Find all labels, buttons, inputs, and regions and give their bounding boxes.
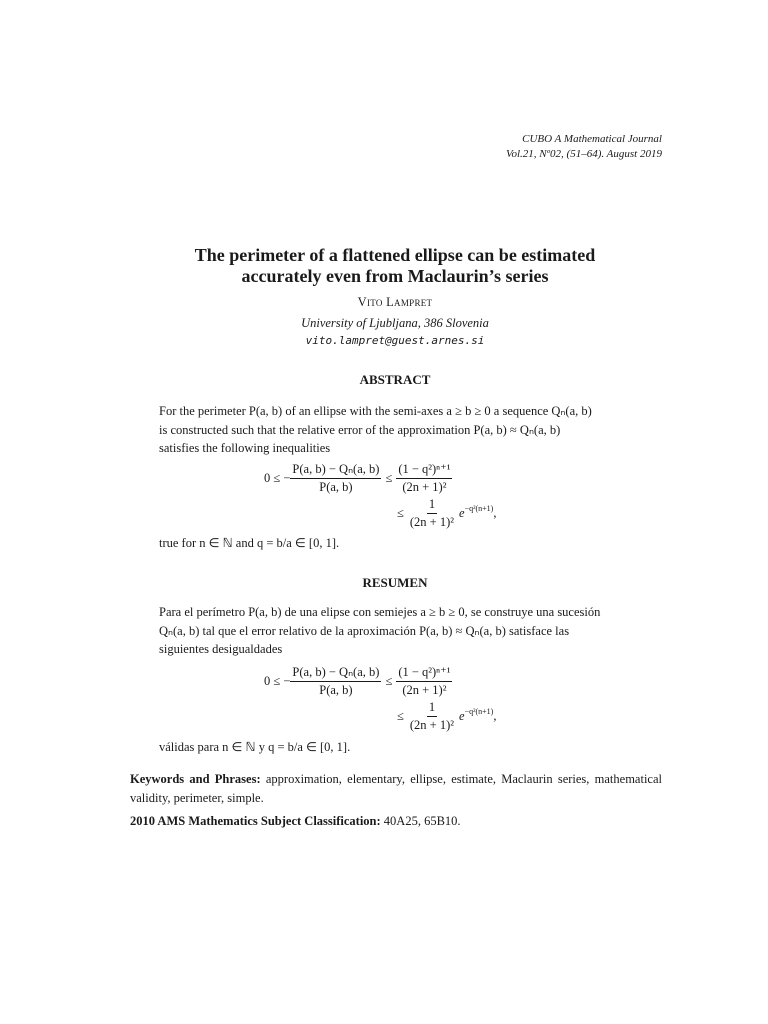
less-equal-sign: ≤ bbox=[397, 709, 404, 723]
formula-trail: , bbox=[493, 709, 497, 723]
abstract-heading: ABSTRACT bbox=[359, 372, 431, 387]
journal-header bbox=[506, 132, 662, 162]
bound-fraction bbox=[396, 664, 452, 698]
fraction-denominator: P(a, b) bbox=[319, 480, 353, 494]
formula-lead: 0 ≤ − bbox=[264, 673, 291, 688]
fraction-denominator: (2n + 1)² bbox=[402, 683, 447, 697]
formula-trail: , bbox=[493, 506, 497, 520]
fraction-numerator: P(a, b) − Qₙ(a, b) bbox=[290, 461, 381, 479]
author-affiliation: University of Ljubljana, 386 Slovenia bbox=[301, 316, 489, 330]
journal-name: CUBO A Mathematical Journal bbox=[522, 133, 662, 145]
classification-label: 2010 AMS Mathematics Subject Classification: bbox=[130, 814, 381, 828]
resumen-line-2: Qₙ(a, b) tal que el error relativo de la aproximación P(a, b) ≈ Qₙ(a, b) satisface las bbox=[159, 623, 570, 638]
resumen-line-1: Para el perímetro P(a, b) de una elipse con semiejes a ≥ b ≥ 0, se construye una sucesión bbox=[159, 605, 601, 619]
fraction-denominator: (2n + 1)² bbox=[409, 718, 454, 732]
classification-block bbox=[130, 812, 662, 831]
resumen-heading: RESUMEN bbox=[362, 575, 428, 590]
journal-volume: Vol.21, Nº02, (51–64). August 2019 bbox=[506, 148, 662, 160]
abstract-line-3: satisfies the following inequalities bbox=[159, 441, 331, 455]
abstract-inequality bbox=[264, 461, 496, 530]
second-bound-fraction bbox=[408, 700, 456, 733]
abstract-text bbox=[159, 402, 631, 458]
fraction-numerator: P(a, b) − Qₙ(a, b) bbox=[290, 664, 381, 682]
relative-error-fraction bbox=[290, 461, 381, 495]
exponential: $e^{-q^2(n+1)}$ bbox=[459, 504, 494, 520]
abstract-line-2: is constructed such that the relative error of the approximation P(a, b) ≈ Qₙ(a, b) bbox=[159, 422, 561, 437]
less-equal-sign: ≤ bbox=[397, 506, 404, 520]
abstract-line-1: For the perimeter P(a, b) of an ellipse with the semi-axes a ≥ b ≥ 0 a sequence Qₙ(a, b) bbox=[159, 404, 592, 418]
exponential: $e^{-q^2(n+1)}$ bbox=[459, 707, 494, 723]
bound-fraction bbox=[396, 461, 452, 495]
author-name: Vito Lampret bbox=[357, 295, 433, 309]
keywords-label: Keywords and Phrases: bbox=[130, 772, 261, 786]
fraction-numerator: (1 − q²)ⁿ⁺¹ bbox=[396, 664, 452, 682]
resumen-text bbox=[159, 603, 631, 659]
classification-text: 40A25, 65B10. bbox=[383, 814, 461, 828]
less-equal-sign: ≤ bbox=[385, 673, 393, 688]
abstract-closing: true for n ∈ ℕ and q = b/a ∈ [0, 1]. bbox=[159, 536, 340, 550]
relative-error-fraction bbox=[290, 664, 381, 698]
author-email[interactable]: vito.lampret@guest.arnes.si bbox=[305, 334, 485, 347]
paper-title bbox=[120, 245, 670, 287]
fraction-denominator: (2n + 1)² bbox=[409, 515, 454, 529]
resumen-inequality bbox=[264, 664, 496, 733]
fraction-numerator: (1 − q²)ⁿ⁺¹ bbox=[396, 461, 452, 479]
resumen-line-3: siguientes desigualdades bbox=[159, 642, 283, 656]
keywords-block bbox=[130, 770, 662, 807]
less-equal-sign: ≤ bbox=[385, 470, 393, 485]
second-bound-fraction bbox=[408, 497, 456, 530]
fraction-numerator: 1 bbox=[427, 497, 437, 514]
keywords-text: approximation, elementary, ellipse, estimate, Maclaurin series, mathematical validity, perimeter, simple. bbox=[130, 772, 662, 805]
title-line-2: accurately even from Maclaurin’s series bbox=[241, 266, 549, 286]
fraction-denominator: (2n + 1)² bbox=[402, 480, 447, 494]
fraction-denominator: P(a, b) bbox=[319, 683, 353, 697]
fraction-numerator: 1 bbox=[427, 700, 437, 717]
resumen-closing: válidas para n ∈ ℕ y q = b/a ∈ [0, 1]. bbox=[159, 740, 351, 754]
formula-lead: 0 ≤ − bbox=[264, 470, 291, 485]
title-line-1: The perimeter of a flattened ellipse can be estimated bbox=[194, 245, 596, 265]
